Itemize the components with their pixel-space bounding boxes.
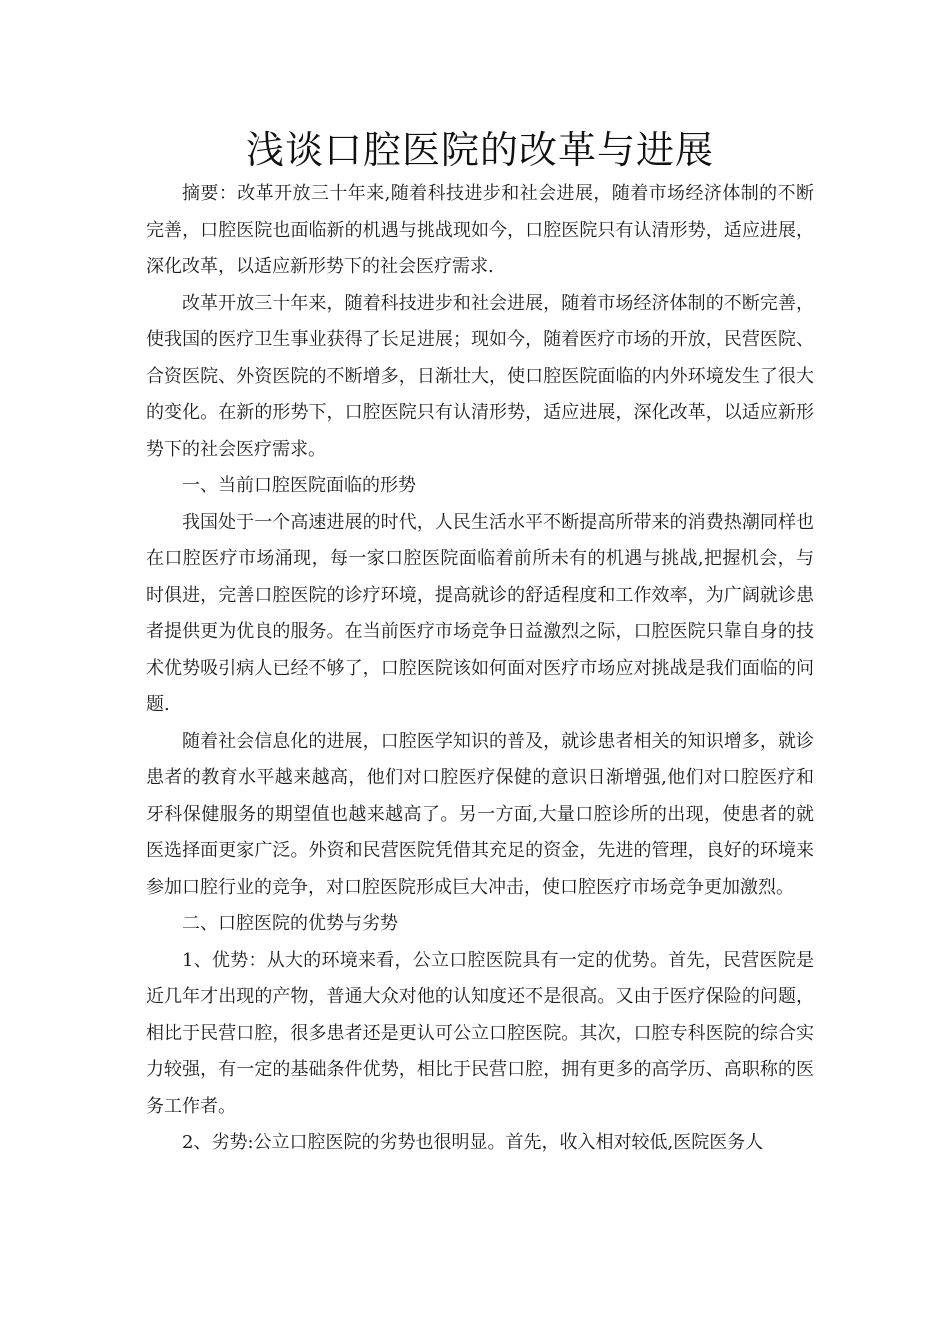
section-heading-2: 二、口腔医院的优势与劣势 <box>182 913 398 934</box>
advantages-paragraph: 1、优势：从大的环境来看，公立口腔医院具有一定的优势。首先，民营医院是近几年才出现的产物，普通大众对他的认知度还不是很高。又由于医疗保险的问题，相比于民营口腔，很多患者还是更认可公立口腔医院。其次，口腔专科医院的综合实力较强，有一定的基础条件优势，相比于民营口腔，拥有更多的高学历、高职称的医务工作者。 <box>146 949 814 1117</box>
body-paragraph: 随着社会信息化的进展，口腔医学知识的普及，就诊患者相关的知识增多，就诊患者的教育水平越来越高，他们对口腔医疗保健的意识日渐增强,他们对口腔医疗和牙科保健服务的期望值也越来越高了。另一方面,大量口腔诊所的出现，使患者的就医选择面更家广泛。外资和民营医院凭借其充足的资金，先进的管理，良好的环境来参加口腔行业的竞争，对口腔医院形成巨大冲击，使口腔医疗市场竞争更加激烈。 <box>146 730 814 898</box>
body-paragraph: 我国处于一个高速进展的时代，人民生活水平不断提高所带来的消费热潮同样也在口腔医疗市场涌现，每一家口腔医院面临着前所未有的机遇与挑战,把握机会，与时俱进，完善口腔医院的诊疗环境，提高就诊的舒适程度和工作效率，为广阔就诊患者提供更为优良的服务。在当前医疗市场竞争日益激烈之际，口腔医院只靠自身的技术优势吸引病人已经不够了，口腔医院该如何面对医疗市场应对挑战是我们面临的问题. <box>146 511 814 715</box>
disadvantages-paragraph: 2、劣势:公立口腔医院的劣势也很明显。首先，收入相对较低,医院医务人 <box>182 1132 764 1153</box>
section-heading-1: 一、当前口腔医院面临的形势 <box>182 475 416 496</box>
intro-paragraph: 改革开放三十年来，随着科技进步和社会进展，随着市场经济体制的不断完善，使我国的医疗卫生事业获得了长足进展；现如今，随着医疗市场的开放，民营医院、合资医院、外资医院的不断增多，日渐壮大，使口腔医院面临的内外环境发生了很大的变化。在新的形势下，口腔医院只有认清形势，适应进展，深化改革，以适应新形势下的社会医疗需求。 <box>146 292 814 460</box>
document-body <box>146 124 814 1162</box>
abstract-paragraph: 摘要：改革开放三十年来,随着科技进步和社会进展，随着市场经济体制的不断完善，口腔医院也面临新的机遇与挑战现如今，口腔医院只有认清形势，适应进展，深化改革，以适应新形势下的社会医疗需求. <box>146 183 814 277</box>
document-title: 浅谈口腔医院的改革与进展 <box>245 128 714 172</box>
